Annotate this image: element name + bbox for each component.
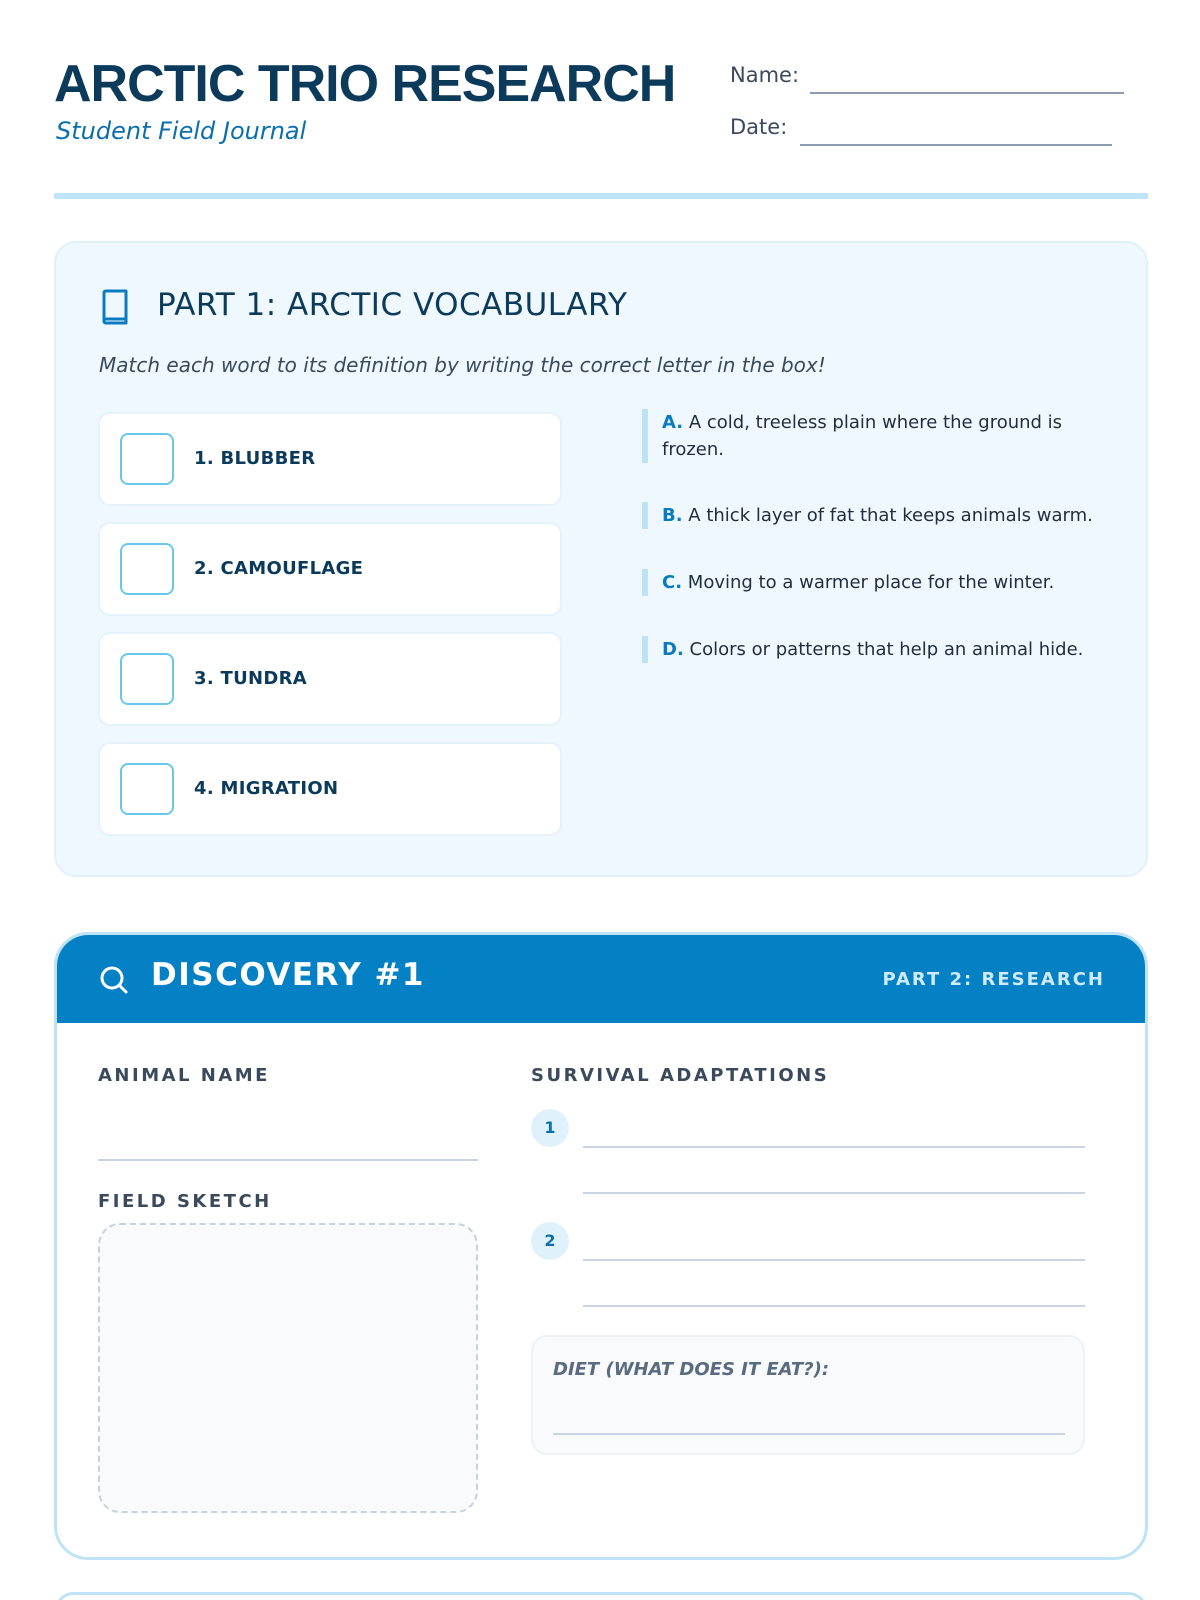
- page-header: [54, 54, 1148, 154]
- adaptation-field[interactable]: [583, 1305, 1085, 1307]
- definition-item: [642, 636, 1112, 663]
- page-subtitle: Student Field Journal: [56, 117, 307, 145]
- field-sketch-label: FIELD SKETCH: [98, 1191, 272, 1212]
- definition-text: Moving to a warmer place for the winter.: [687, 572, 1055, 593]
- discovery-title: DISCOVERY #1: [151, 957, 425, 993]
- header-divider: [54, 193, 1148, 199]
- vocab-word: 2. CAMOUFLAGE: [194, 558, 364, 579]
- answer-box[interactable]: [120, 653, 174, 705]
- answer-box[interactable]: [120, 433, 174, 485]
- answer-box[interactable]: [120, 543, 174, 595]
- vocabulary-title: PART 1: ARCTIC VOCABULARY: [157, 287, 628, 323]
- animal-name-field[interactable]: [98, 1159, 478, 1161]
- vocab-word: 1. BLUBBER: [194, 448, 316, 469]
- vocab-item: [98, 522, 562, 616]
- vocabulary-section: [54, 241, 1148, 877]
- animal-name-label: ANIMAL NAME: [98, 1065, 270, 1086]
- book-icon: [100, 289, 130, 325]
- definition-letter: B.: [662, 505, 683, 526]
- discovery-part-label: PART 2: RESEARCH: [882, 969, 1105, 990]
- definition-item: [642, 502, 1112, 529]
- definition-letter: A.: [662, 412, 684, 433]
- vocabulary-instructions: Match each word to its definition by writing the correct letter in the box!: [99, 353, 826, 377]
- page-title: ARCTIC TRIO RESEARCH: [54, 55, 676, 113]
- definition-text: Colors or patterns that help an animal hide.: [689, 639, 1084, 660]
- definition-text: A thick layer of fat that keeps animals warm.: [688, 505, 1093, 526]
- adaptations-label: SURVIVAL ADAPTATIONS: [531, 1065, 830, 1086]
- name-label: Name:: [730, 63, 800, 87]
- adaptation-field[interactable]: [583, 1146, 1085, 1148]
- vocab-item: [98, 632, 562, 726]
- next-card-edge: [54, 1592, 1148, 1600]
- date-field[interactable]: [800, 144, 1112, 146]
- diet-field[interactable]: [553, 1433, 1065, 1435]
- vocab-item: [98, 742, 562, 836]
- definition-letter: C.: [662, 572, 683, 593]
- field-sketch-area[interactable]: [98, 1223, 478, 1513]
- definition-letter: D.: [662, 639, 684, 660]
- adaptation-number: 1: [531, 1109, 569, 1147]
- vocab-item: [98, 412, 562, 506]
- discovery-header: [57, 935, 1145, 1023]
- definition-item: [642, 409, 1112, 463]
- vocab-word: 3. TUNDRA: [194, 668, 308, 689]
- vocab-word: 4. MIGRATION: [194, 778, 339, 799]
- adaptation-field[interactable]: [583, 1192, 1085, 1194]
- diet-box: [531, 1335, 1085, 1455]
- answer-box[interactable]: [120, 763, 174, 815]
- adaptation-number: 2: [531, 1222, 569, 1260]
- diet-label: DIET (WHAT DOES IT EAT?):: [553, 1359, 830, 1380]
- definition-item: [642, 569, 1112, 596]
- discovery-card: [54, 932, 1148, 1560]
- definition-text: A cold, treeless plain where the ground is frozen.: [662, 412, 1063, 460]
- name-field[interactable]: [810, 92, 1124, 94]
- date-label: Date:: [730, 115, 788, 139]
- adaptation-field[interactable]: [583, 1259, 1085, 1261]
- search-icon: [99, 965, 129, 995]
